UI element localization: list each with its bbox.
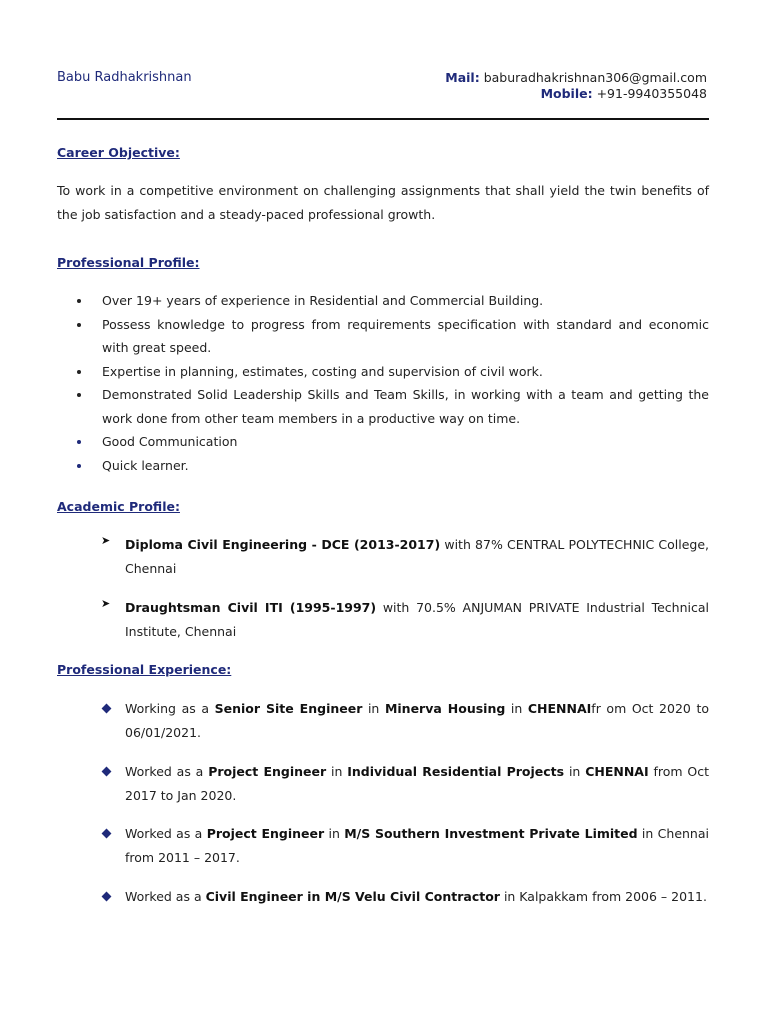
list-item: Over 19+ years of experience in Residential and Commercial Building. xyxy=(57,289,709,313)
academic-item xyxy=(57,596,709,644)
academic-qualification: Diploma Civil Engineering - DCE (2013-2017) xyxy=(125,537,441,552)
candidate-name: Babu Radhakrishnan xyxy=(57,70,192,85)
list-item: Expertise in planning, estimates, costing and supervision of civil work. xyxy=(57,360,709,384)
diamond-bullet-icon xyxy=(102,829,112,839)
contact-block xyxy=(445,70,707,102)
academic-details: with 87% CENTRAL POLYTECHNIC College, Chennai xyxy=(125,537,709,576)
mail-line xyxy=(445,70,707,86)
bullet-icon xyxy=(77,299,81,303)
professional-profile-heading: Professional Profile: xyxy=(57,255,200,270)
list-item: Demonstrated Solid Leadership Skills and Team Skills, in working with a team and getting the work done from other team members in a productive way on time. xyxy=(57,383,709,430)
bullet-icon xyxy=(77,464,81,468)
mobile-value: +91-9940355048 xyxy=(596,86,707,101)
academic-details: with 70.5% ANJUMAN PRIVATE Industrial Technical Institute, Chennai xyxy=(125,600,710,639)
mobile-label: Mobile: xyxy=(540,86,593,101)
career-objective-heading: Career Objective: xyxy=(57,145,180,160)
experience-item: Working as a Senior Site Engineer in Minerva Housing in CHENNAIfr om Oct 2020 to 06/01/2021. xyxy=(57,697,709,745)
experience-item: Worked as a Project Engineer in Individual Residential Projects in CHENNAI from Oct 2017 to Jan 2020. xyxy=(57,760,709,808)
diamond-bullet-icon xyxy=(102,892,112,902)
academic-item xyxy=(57,533,709,581)
academic-profile-heading: Academic Profile: xyxy=(57,499,180,514)
experience-item: Worked as a Project Engineer in M/S Southern Investment Private Limited in Chennai from 2011 – 2017. xyxy=(57,822,709,870)
list-item: Quick learner. xyxy=(57,454,709,478)
mail-value: baburadhakrishnan306@gmail.com xyxy=(483,70,707,85)
diamond-bullet-icon xyxy=(102,767,112,777)
diamond-bullet-icon xyxy=(102,704,112,714)
bullet-icon xyxy=(77,370,81,374)
arrow-bullet-icon: ➤ xyxy=(101,597,111,610)
header-divider xyxy=(57,118,709,120)
bullet-icon xyxy=(77,323,81,327)
arrow-bullet-icon: ➤ xyxy=(101,534,111,547)
list-item: Possess knowledge to progress from requirements specification with standard and economic with great speed. xyxy=(57,313,709,360)
mail-label: Mail: xyxy=(445,70,480,85)
mobile-line xyxy=(445,86,707,102)
list-item: Good Communication xyxy=(57,430,709,454)
career-objective-text: To work in a competitive environment on challenging assignments that shall yield the twin benefits of the job satisfaction and a steady-paced professional growth. xyxy=(57,183,709,222)
bullet-icon xyxy=(77,440,81,444)
professional-experience-heading: Professional Experience: xyxy=(57,662,232,677)
bullet-icon xyxy=(77,393,81,397)
experience-item: Worked as a Civil Engineer in M/S Velu Civil Contractor in Kalpakkam from 2006 – 2011. xyxy=(57,885,709,909)
academic-qualification: Draughtsman Civil ITI (1995-1997) xyxy=(125,600,377,615)
professional-profile-list xyxy=(57,289,709,477)
